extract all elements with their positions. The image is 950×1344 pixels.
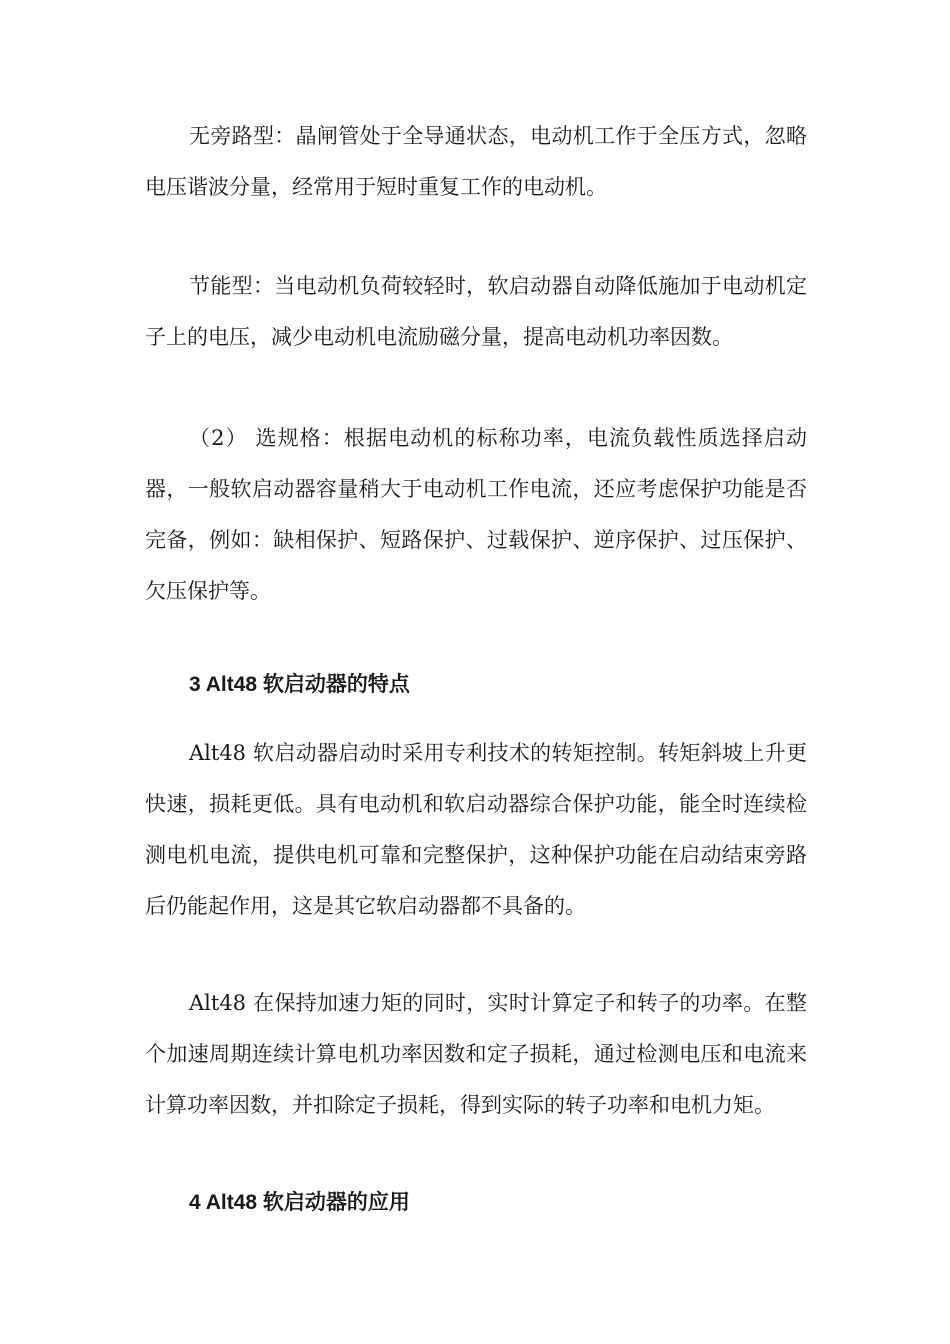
paragraph-no-bypass-type: 无旁路型：晶闸管处于全导通状态，电动机工作于全压方式，忽略电压谐波分量，经常用于短时重复工作的电动机。 bbox=[145, 124, 807, 199]
paragraph-select-specification: （2） 选规格：根据电动机的标称功率，电流负载性质选择启动器，一般软启动器容量稍大于电动机工作电流，还应考虑保护功能是否完备，例如：缺相保护、短路保护、过载保护、逆序保护、过压保护、欠压保护等。 bbox=[145, 426, 807, 603]
paragraph-energy-saving-type: 节能型：当电动机负荷较轻时，软启动器自动降低施加于电动机定子上的电压，减少电动机电流励磁分量，提高电动机功率因数。 bbox=[145, 274, 807, 349]
paragraph-torque-control: Alt48 软启动器启动时采用专利技术的转矩控制。转矩斜坡上升更快速，损耗更低。具有电动机和软启动器综合保护功能，能全时连续检测电机电流，提供电机可靠和完整保护，这种保护功能在启动结束旁路后仍能起作用，这是其它软启动器都不具备的。 bbox=[145, 741, 807, 918]
paragraph-power-calculation: Alt48 在保持加速力矩的同时，实时计算定子和转子的功率。在整个加速周期连续计算电机功率因数和定子损耗，通过检测电压和电流来计算功率因数，并扣除定子损耗，得到实际的转子功率和电机力矩。 bbox=[145, 991, 807, 1117]
section-heading-applications: 4 Alt48 软启动器的应用 bbox=[189, 1191, 410, 1214]
section-heading-features: 3 Alt48 软启动器的特点 bbox=[189, 673, 410, 696]
